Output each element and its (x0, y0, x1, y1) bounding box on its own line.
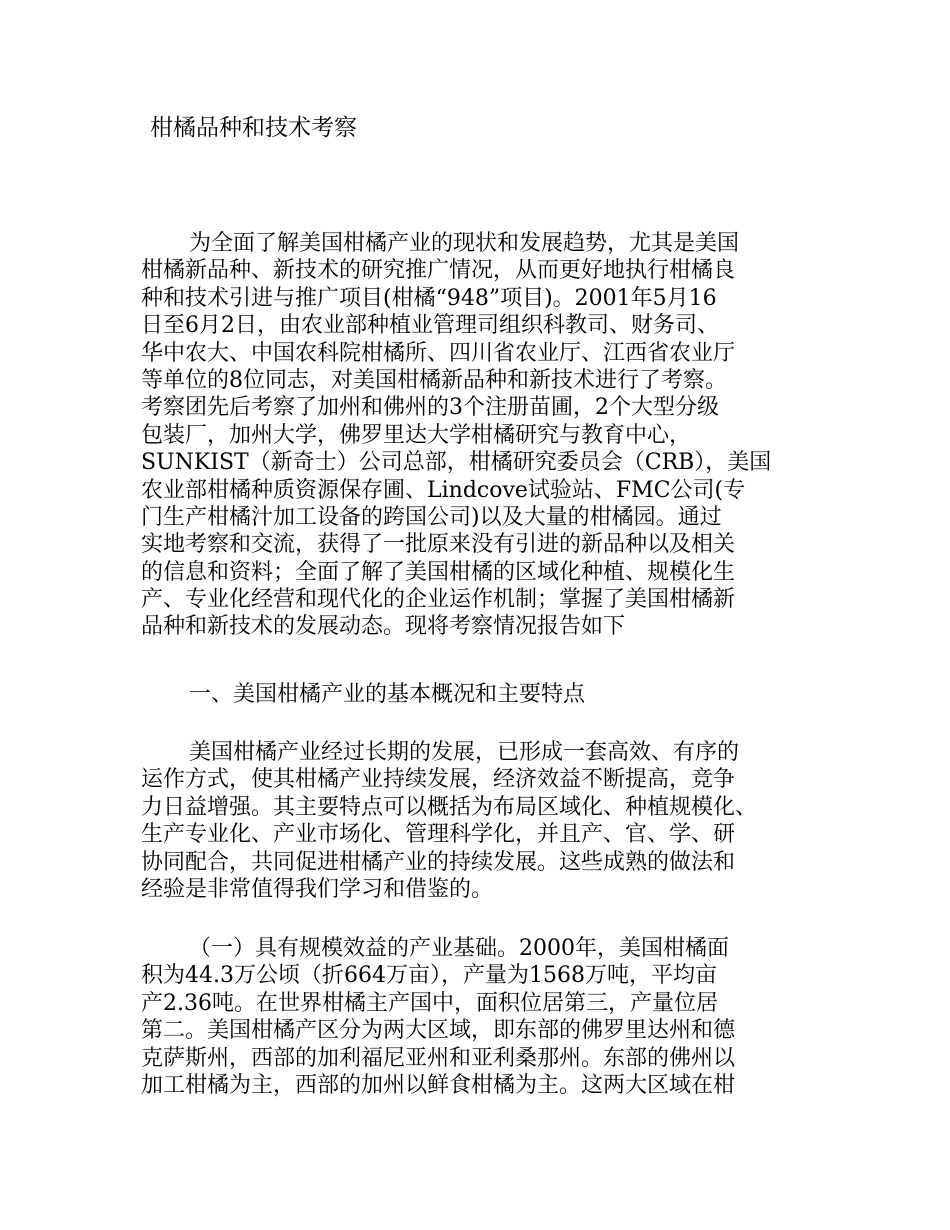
paragraph-line: 加工柑橘为主，西部的加州以鲜食柑橘为主。这两大区域在柑 (141, 1072, 736, 1098)
paragraph-scale (141, 935, 821, 1099)
paragraph-line: 农业部柑橘种质资源保存圃、Lindcove试验站、FMC公司(专 (141, 477, 746, 503)
paragraph-line: 等单位的8位同志，对美国柑橘新品种和新技术进行了考察。 (141, 367, 727, 393)
paragraph-line: 实地考察和交流，获得了一批原来没有引进的新品种以及相关 (141, 532, 736, 558)
document-title: 柑橘品种和技术考察 (150, 115, 357, 141)
paragraph-line: 协同配合，共同促进柑橘产业的持续发展。这些成熟的做法和 (141, 849, 736, 875)
paragraph-line: 生产专业化、产业市场化、管理科学化，并且产、官、学、研 (141, 822, 736, 848)
paragraph-intro (141, 230, 821, 641)
paragraph-line: 力日益增强。其主要特点可以概括为布局区域化、种植规模化、 (141, 794, 758, 820)
paragraph-line: 美国柑橘产业经过长期的发展，已形成一套高效、有序的 (189, 740, 740, 765)
paragraph-line: 品种和新技术的发展动态。现将考察情况报告如下 (141, 614, 626, 640)
paragraph-line: 克萨斯州，西部的加利福尼亚州和亚利桑那州。东部的佛州以 (141, 1045, 736, 1071)
paragraph-line: 产2.36吨。在世界柑橘主产国中，面积位居第三，产量位居 (141, 990, 718, 1016)
paragraph-line: SUNKIST（新奇士）公司总部，柑橘研究委员会（CRB），美国 (141, 450, 772, 476)
paragraph-line: 产、专业化经营和现代化的企业运作机制；掌握了美国柑橘新 (141, 587, 736, 613)
paragraph-line: 柑橘新品种、新技术的研究推广情况，从而更好地执行柑橘良 (141, 258, 736, 284)
paragraph-line: （一）具有规模效益的产业基础。2000年，美国柑橘面 (189, 936, 729, 961)
paragraph-line: 包装厂，加州大学，佛罗里达大学柑橘研究与教育中心， (141, 422, 692, 448)
paragraph-line: 第二。美国柑橘产区分为两大区域，即东部的佛罗里达州和德 (141, 1018, 736, 1044)
paragraph-line: 运作方式，使其柑橘产业持续发展，经济效益不断提高，竞争 (141, 767, 736, 793)
section-heading (141, 681, 821, 708)
paragraph-line: 种和技术引进与推广项目(柑橘“948”项目)。2001年5月16 (141, 285, 717, 311)
paragraph-line: 的信息和资料；全面了解了美国柑橘的区域化种植、规模化生 (141, 559, 736, 585)
paragraph-line: 门生产柑橘汁加工设备的跨国公司)以及大量的柑橘园。通过 (141, 504, 722, 530)
paragraph-line: 为全面了解美国柑橘产业的现状和发展趋势，尤其是美国 (189, 231, 740, 256)
section-heading-text: 一、美国柑橘产业的基本概况和主要特点 (189, 682, 586, 707)
paragraph-line: 日至6月2日，由农业部种植业管理司组织科教司、财务司、 (141, 313, 719, 339)
paragraph-features (141, 739, 821, 903)
paragraph-line: 考察团先后考察了加州和佛州的3个注册苗圃，2个大型分级 (141, 395, 719, 421)
paragraph-line: 华中农大、中国农科院柑橘所、四川省农业厅、江西省农业厅 (141, 340, 736, 366)
paragraph-line: 经验是非常值得我们学习和借鉴的。 (141, 876, 494, 902)
paragraph-line: 积为44.3万公顷（折664万亩），产量为1568万吨，平均亩 (141, 963, 717, 989)
